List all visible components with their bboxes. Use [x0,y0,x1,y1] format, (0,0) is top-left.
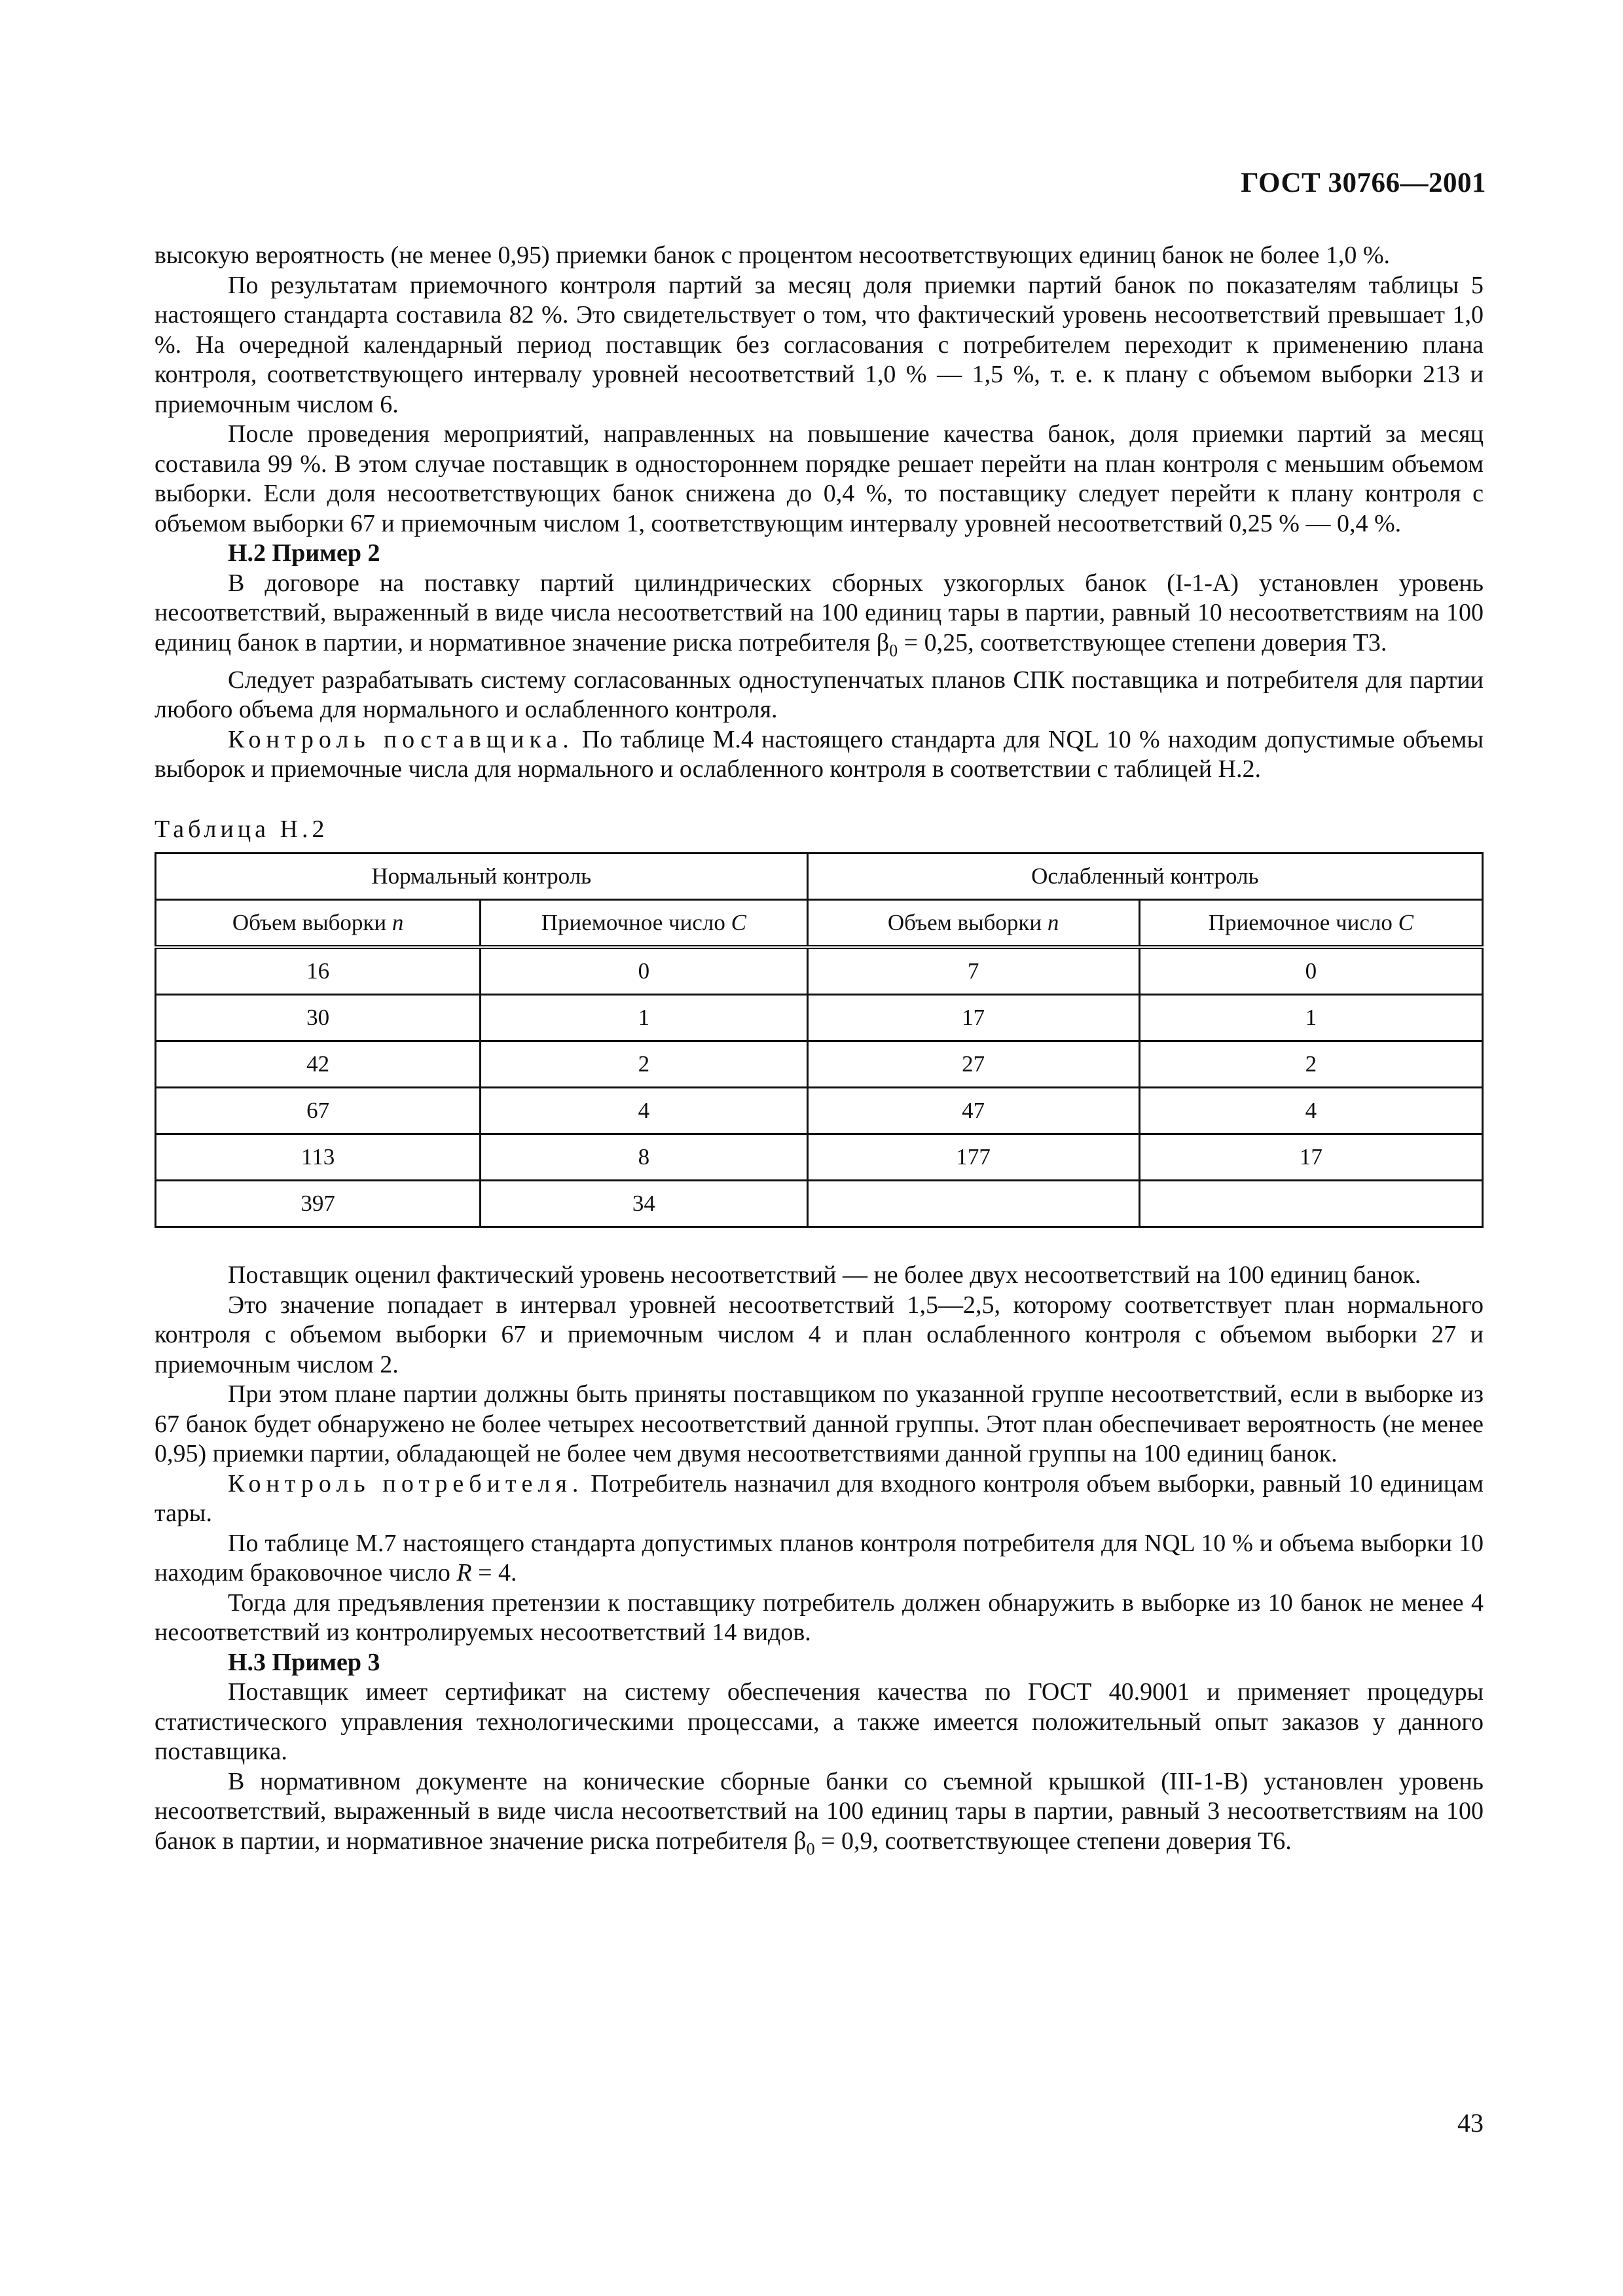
table-cell: 27 [807,1041,1139,1088]
table-cell: 17 [807,995,1139,1041]
spaced-term: Контроль поставщика. [228,725,574,753]
table-row [156,995,1483,1041]
spaced-term: Контроль потребителя. [228,1469,584,1498]
table-cell: 8 [481,1134,807,1181]
table-column-header-row [156,900,1483,948]
table-caption: Таблица Н.2 [155,815,329,843]
table-row [156,947,1483,995]
table-cell: 4 [481,1088,807,1134]
page-number: 43 [1457,2108,1484,2138]
table-column-header: Приемочное число C [1139,900,1482,948]
table-cell: 397 [156,1181,481,1227]
table-row [156,1088,1483,1134]
table-cell: 30 [156,995,481,1041]
document-code: ГОСТ 30766—2001 [1241,168,1486,198]
section-heading-h2: Н.2 Пример 2 [228,539,380,567]
table-group-header: Ослабленный контроль [807,853,1482,900]
paragraph: Поставщик оценил фактический уровень несоответствий — не более двух несоответствий на 100 единиц банок. [228,1261,1421,1289]
page-body [155,241,1484,1864]
table-column-header: Объем выборки n [807,900,1139,948]
paragraph: В нормативном документе на конические сборные банки со съемной крышкой (III-1-В) установлен уровень несоответствий, выраженный в виде числа несоответствий на 100 единиц тары в партии, равный 3 несоответствиям на 100 банок в партии, и нормативное значение риска потребителя $\beta_0 = 0,9$, соответствующее степени доверия Т6. [155,1767,1484,1859]
paragraph: При этом плане партии должны быть приняты поставщиком по указанной группе несоответствий, если в выборке из 67 банок будет обнаружено не более четырех несоответствий данной группы. Этот план обеспечивает вероятность (не менее 0,95) приемки партии, обладающей не более чем двумя несоответствиями данной группы на 100 единиц банок. [155,1380,1484,1468]
paragraph: Контроль потребителя. Потребитель назначил для входного контроля объем выборки, равный 10 единицам тары. [155,1469,1484,1528]
table-cell: 7 [807,947,1139,995]
data-table [155,852,1484,1228]
paragraph: По таблице М.7 настоящего стандарта допустимых планов контроля потребителя для NQL 10 % и объема выборки 10 находим браковочное число R = 4. [155,1529,1484,1587]
table-cell [807,1181,1139,1227]
table-row [156,1134,1483,1181]
table-cell: 0 [481,947,807,995]
table-cell: 47 [807,1088,1139,1134]
paragraph: Это значение попадает в интервал уровней несоответствий 1,5—2,5, которому соответствует план нормального контроля с объемом выборки 67 и приемочным числом 4 и план ослабленного контроля с объемом выборки 27 и приемочным числом 2. [155,1291,1484,1378]
table-group-header: Нормальный контроль [156,853,808,900]
table-cell: 16 [156,947,481,995]
paragraph: Контроль поставщика. По таблице М.4 настоящего стандарта для NQL 10 % находим допустимые объемы выборок и приемочные числа для нормального и ослабленного контроля в соответствии с таблицей Н.2. [155,725,1484,783]
table-cell: 42 [156,1041,481,1088]
table-column-header: Объем выборки n [156,900,481,948]
paragraph: В договоре на поставку партий цилиндрических сборных узкогорлых банок (I-1-А) установлен уровень несоответствий, выраженный в виде числа несоответствий на 100 единиц тары в партии, равный 10 несоответствиям на 100 единиц банок в партии, и нормативное значение риска потребителя $\beta_0 = 0,25$, соответствующее степени доверия Т3. [155,569,1484,660]
table-row [156,1181,1483,1227]
table-cell: 1 [481,995,807,1041]
table-cell: 2 [481,1041,807,1088]
table-cell: 113 [156,1134,481,1181]
table-cell: 34 [481,1181,807,1227]
paragraph: После проведения мероприятий, направленных на повышение качества банок, доля приемки партий за месяц составила 99 %. В этом случае поставщик в одностороннем порядке решает перейти на план контроля с меньшим объемом выборки. Если доля несоответствующих банок снижена до 0,4 %, то поставщику следует перейти к плану контроля с объемом выборки 67 и приемочным числом 1, соответствующим интервалу уровней несоответствий 0,25 % — 0,4 %. [155,420,1484,537]
table-cell: 177 [807,1134,1139,1181]
table-cell: 2 [1139,1041,1482,1088]
paragraph: Следует разрабатывать систему согласованных одноступенчатых планов СПК поставщика и потребителя для партии любого объема для нормального и ослабленного контроля. [155,666,1484,724]
table-cell [1139,1181,1482,1227]
table-group-header-row [156,853,1483,900]
table-cell: 0 [1139,947,1482,995]
table-cell: 4 [1139,1088,1482,1134]
paragraph: Тогда для предъявления претензии к поставщику потребитель должен обнаружить в выборке из 10 банок не менее 4 несоответствий из контролируемых несоответствий 14 видов. [155,1588,1484,1647]
table-cell: 67 [156,1088,481,1134]
section-heading-h3: Н.3 Пример 3 [228,1648,380,1676]
table-row [156,1041,1483,1088]
paragraph: По результатам приемочного контроля партий за месяц доля приемки партий банок по показателям таблицы 5 настоящего стандарта составила 82 %. Это свидетельствует о том, что фактический уровень несоответствий превышает 1,0 %. На очередной календарный период поставщик без согласования с потребителем переходит к применению плана контроля, соответствующего интервалу уровней несоответствий 1,0 % — 1,5 %, т. е. к плану с объемом выборки 213 и приемочным числом 6. [155,271,1484,418]
table-cell: 1 [1139,995,1482,1041]
table-column-header: Приемочное число C [481,900,807,948]
paragraph: высокую вероятность (не менее 0,95) приемки банок с процентом несоответствующих единиц банок не более 1,0 %. [155,242,1391,269]
paragraph: Поставщик имеет сертификат на систему обеспечения качества по ГОСТ 40.9001 и применяет процедуры статистического управления технологическими процессами, а также имеется положительный опыт заказов у данного поставщика. [155,1678,1484,1766]
table-cell: 17 [1139,1134,1482,1181]
